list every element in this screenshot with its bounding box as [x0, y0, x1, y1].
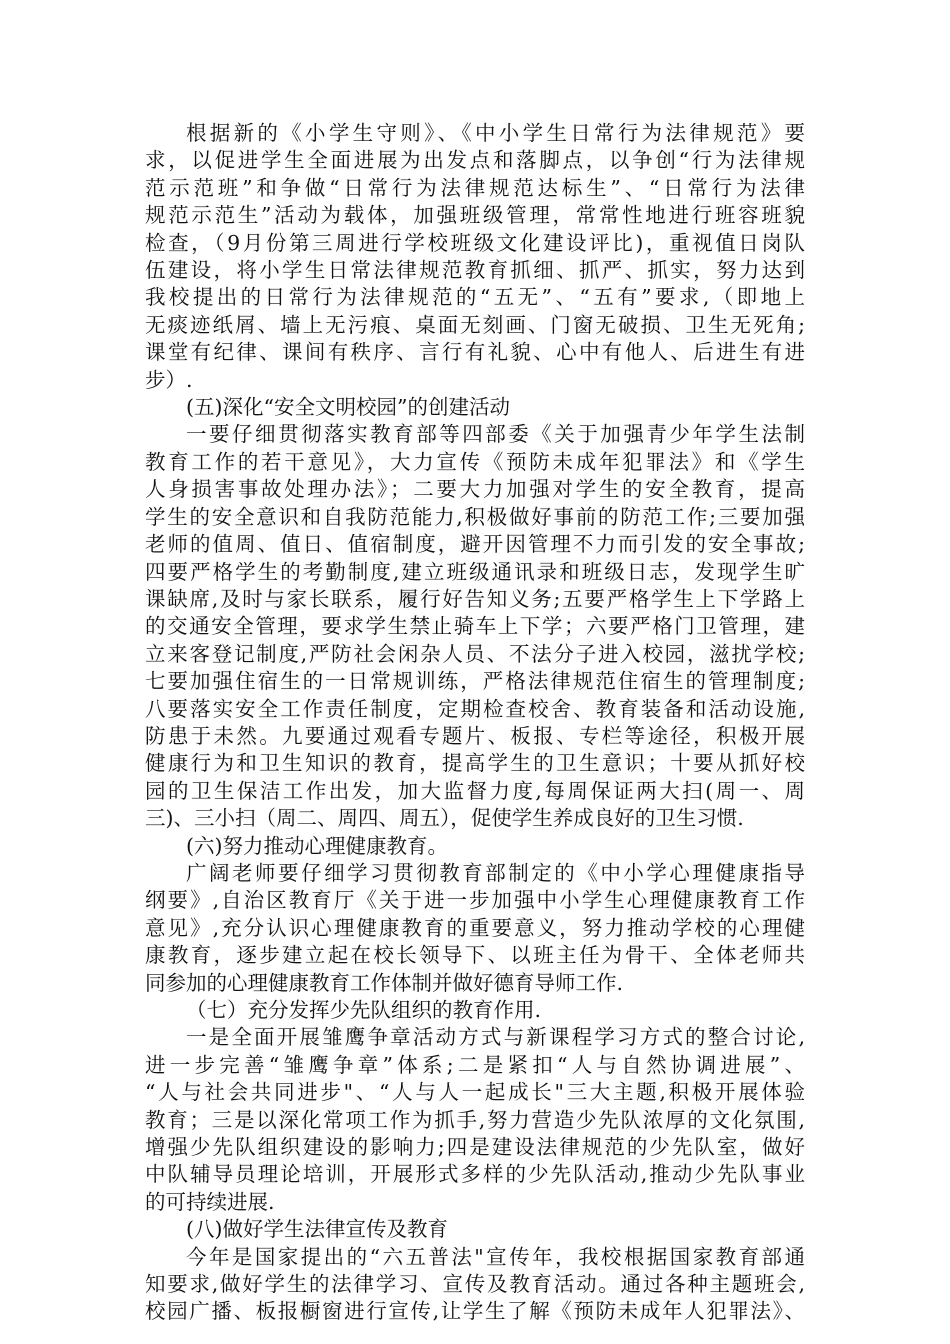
paragraph-line: 的可持续进展. — [145, 1189, 275, 1214]
paragraph-line: 康教育，逐步建立起在校长领导下、以班主任为骨干、全体老师共 — [145, 943, 805, 968]
paragraph-line: 七要加强住宿生的一日常规训练，严格法律规范住宿生的管理制度; — [145, 669, 805, 694]
paragraph-line: 步）. — [145, 367, 193, 392]
paragraph-line: 纲要》,自治区教育厅《关于进一步加强中小学生心理健康教育工作 — [145, 888, 805, 913]
paragraph-line: 课缺席,及时与家长联系，履行好告知义务;五要严格学生上下学路上 — [145, 586, 805, 611]
paragraph-line: 教育；三是以深化常项工作为抓手,努力营造少先队浓厚的文化氛围, — [145, 1107, 805, 1132]
paragraph-line: 无痰迹纸屑、墙上无污痕、桌面无刻画、门窗无破损、卫生无死角; — [145, 312, 805, 337]
paragraph-line: “人与社会共同进步"、“人与人一起成长"三大主题,积极开展体验 — [145, 1080, 805, 1105]
paragraph-line: 求，以促进学生全面进展为出发点和落脚点，以争创“行为法律规 — [145, 148, 805, 173]
paragraph-line: 今年是国家提出的“六五普法"宣传年，我校根据国家教育部通 — [186, 1244, 805, 1269]
paragraph-line: 广阔老师要仔细学习贯彻教育部制定的《中小学心理健康指导 — [186, 860, 805, 885]
paragraph-line: 学生的安全意识和自我防范能力,积极做好事前的防范工作;三要加强 — [145, 504, 805, 529]
paragraph-line: 教育工作的若干意见》，大力宣传《预防未成年犯罪法》和《学生 — [145, 449, 805, 474]
section-heading: (六)努力推动心理健康教育。 — [186, 833, 448, 858]
paragraph-line: 知要求,做好学生的法律学习、宣传及教育活动。通过各种主题班会, — [145, 1272, 805, 1297]
paragraph-line: 校园广播、板报橱窗进行宣传,让学生了解《预防未成年人犯罪法》、 — [145, 1299, 805, 1324]
paragraph-line: 检查，（9月份第三周进行学校班级文化建设评比)，重视值日岗队 — [145, 230, 805, 255]
paragraph-line: 四要严格学生的考勤制度,建立班级通讯录和班级日志，发现学生旷 — [145, 559, 805, 584]
paragraph-line: 规范示范生”活动为载体，加强班级管理，常常性地进行班容班貌 — [145, 203, 805, 228]
paragraph-line: 根据新的《小学生守则》、《中小学生日常行为法律规范》要 — [186, 121, 805, 145]
paragraph-line: 八要落实安全工作责任制度，定期检查校舍、教育装备和活动设施, — [145, 696, 805, 721]
section-heading: (八)做好学生法律宣传及教育 — [186, 1217, 448, 1242]
paragraph-line: 防患于未然。九要通过观看专题片、板报、专栏等途径，积极开展 — [145, 723, 805, 748]
paragraph-line: 的交通安全管理，要求学生禁止骑车上下学；六要严格门卫管理，建 — [145, 614, 805, 639]
paragraph-line: 三)、三小扫（周二、周四、周五），促使学生养成良好的卫生习惯. — [145, 806, 744, 831]
paragraph-line: 增强少先队组织建设的影响力;四是建设法律规范的少先队室，做好 — [145, 1135, 805, 1160]
section-heading: (五)深化“安全文明校园”的创建活动 — [186, 395, 510, 420]
paragraph-line: 一要仔细贯彻落实教育部等四部委《关于加强青少年学生法制 — [186, 422, 805, 447]
paragraph-line: 园的卫生保洁工作出发，加大监督力度,每周保证两大扫(周一、周 — [145, 778, 805, 803]
section-heading: （七）充分发挥少先队组织的教育作用. — [186, 998, 542, 1022]
document-body — [145, 120, 805, 1326]
paragraph-line: 健康行为和卫生知识的教育，提高学生的卫生意识；十要从抓好校 — [145, 751, 805, 776]
paragraph-line: 课堂有纪律、课间有秩序、言行有礼貌、心中有他人、后进生有进 — [145, 340, 805, 365]
paragraph-line: 中队辅导员理论培训，开展形式多样的少先队活动,推动少先队事业 — [145, 1162, 805, 1187]
paragraph-line: 伍建设，将小学生日常法律规范教育抓细、抓严、抓实，努力达到 — [145, 258, 805, 283]
paragraph-line: 我校提出的日常行为法律规范的“五无”、“五有”要求,（即地上 — [145, 285, 805, 310]
paragraph-line: 进一步完善“雏鹰争章”体系;二是紧扣“人与自然协调进展”、 — [145, 1052, 805, 1077]
paragraph-line: 同参加的心理健康教育工作体制并做好德育导师工作. — [145, 970, 624, 995]
paragraph-line: 人身损害事故处理办法》；二要大力加强对学生的安全教育，提高 — [145, 477, 805, 502]
paragraph-line: 意见》,充分认识心理健康教育的重要意义，努力推动学校的心理健 — [145, 915, 805, 940]
paragraph-line: 范示范班”和争做“日常行为法律规范达标生”、“日常行为法律 — [145, 175, 805, 200]
paragraph-line: 老师的值周、值日、值宿制度，避开因管理不力而引发的安全事故; — [145, 532, 805, 557]
paragraph-line: 一是全面开展雏鹰争章活动方式与新课程学习方式的整合讨论, — [186, 1025, 805, 1050]
paragraph-line: 立来客登记制度,严防社会闲杂人员、不法分子进入校园，滋扰学校; — [145, 641, 805, 666]
